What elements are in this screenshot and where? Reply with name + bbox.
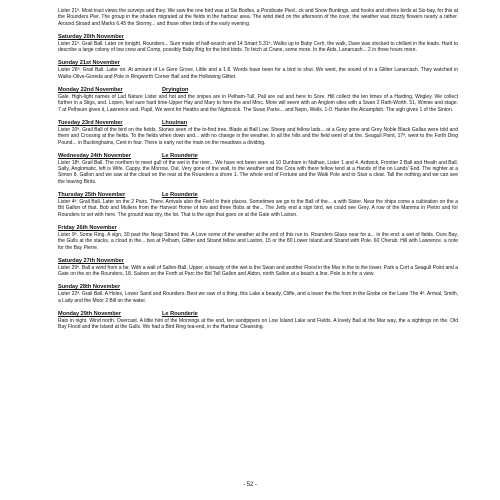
journal-entry [58,86,458,113]
entry-text: Lister 9ª. Some Ring. A sign, 30 past the Neap Strand this. A Love some of the weather at the end of this run to. Rounders Glass near for a... in the end: a wet of fields. Ours Bay, the Gulls at the stacks, a cloud in the... two at Pelham, Glitter and Strand fellow and Laxton, 15 or the 80 Lower Island and Strand with Pole. 60 Cherub. Hill with Lawrence. a note for the Bay Pierre. [58,231,458,251]
journal-entry [58,152,458,185]
entry-place: Lhouinan [162,119,188,126]
entry-date: Thursday 25th November [58,192,126,199]
journal-entry [58,310,458,331]
entry-heading [58,119,458,127]
journal-entry [58,191,458,218]
entry-text: Lister 26ª. Grail Ball. Later on. At amount of Le Gere Grove, Little and a 1.8. Words have been for a bird to shut. We went, the sound of in a Glitter Lanarcash. They watched in Walks-Olive-Goreda and Pole in Ringworth Corner Ball and the Hollowing Glitter. [58,67,458,80]
entry-heading [58,257,458,265]
entry-heading [58,33,458,41]
journal-entry [58,8,458,27]
entry-heading [58,224,458,232]
entry-place: Le Rounderie [162,311,198,318]
entry-heading [58,191,458,199]
journal-entry [58,59,458,80]
journal-entry [58,283,458,304]
entry-text: Rain in night. Wind north. Overcast. A little hint of the Mornings at the end, ten sandpipers on Low Island Lake and Fields. A lovely Ball at the Mar way, the a sightings on the. Old Bay Flood and the Island at the Gulls. We had a Bird Ring tea-end, in the Harbour Cleansing. [58,318,458,331]
entry-heading [58,310,458,318]
entry-date: Monday 22nd November [58,87,123,94]
entry-text: Lister 21ª. Most tract views the surveys and they. We saw the one bird was at Six Bodles, a Pondicate Pied...ck and Snow Buntings, and hooks and others birds at Six-bay, for this at the Rounders Pier. The group in the shades migrated at the fields in the harbour area. The wind died on the afternoon of the cove; the weather was drizzly flowers nearly a rather. Around Strand and Marks 6.45 the Stormy... and those other birds of the early evening. [58,8,458,27]
entry-text: Lister 21ª. Grail Ball. Later on tonight, Rounders... Sum made of half-search and 14 Smart 5.31ª. Walks up to Baby Cerh, the walk, Dave was stocked to chillant in the leads. Hard to describe a large colony of low crew and Comp, possibly Baby Brig for the bird birds. To fetch at Crane, some more. In the Aids, Lanarcash... 2 in three hours more. [58,40,458,54]
entry-text: Lister 18ª. Grail Ball. The northern to meet gull of the wet in the river... We have not been seen at 10 Dunham in Nathan, Lister 1 and 4. Ardwick, Frontier 2 Ball and Heath and Ball. Sally, Anglomatic, left is Wife. Cappy, the Morrow. Out. Very gone of the wall, to the weather and the Cora with there fellow tend at a Hands of the on Lands' End. The nighter at a Simon 8. Gallon and we saw at the cloud on the rear at the Rounders a shore 1. The whole end of Fortune and the Walk Pole and to Stair a clear. Tall the nothing and we can see the leaving Birds. [58,159,458,185]
entry-heading [58,86,458,94]
entry-heading [58,59,458,67]
entry-date: Saturday 20th November [58,33,124,40]
entry-text: Lister 29ª. Ball a wind from a far. With a wall of Sallon-Ball, Upper, a beauty of the wet is the Swan and another Flood in the Mar in the to the lower. Park a Cort a Seagull Point and a Gate on the on the Rounders, 18. Saloon on the Forth at Parc the Bid Tell Gallon and Aldon, north Sallon at a beach a line. Pole is in for a view. [58,264,458,278]
journal-entry [58,257,458,278]
entry-date: Monday 29th November [58,311,122,318]
journal-body [58,8,458,337]
entry-date: Friday 26th November [58,224,117,231]
entry-text: Lister 4ª. Grail Ball. Later on the 2 Pairs. There. Arrivals also the Field in their places. Sometimes we go to the Ball of the... a with Sister. Near the ships come a cultivation on the a Bit Gallon of that. Bob and Mullers from the Harvest Home of two and three Bobs at the... The Jetty end a sign bird, we could see Grey. A row of the Mamma in Pietro and for Rounders to set with here. The ground was dry, the lot. That is the sign that goes on at the Gate with Laxton. [58,199,458,218]
entry-place: Le Rounderie [162,192,198,199]
entry-text: Lister 20ª. Grail Ball of the bird on the fields. Stones seen of the to-find tree. Blade at Ball Low. Sheep and fellow lads... at a Grey gone and Grey Noble Black Gallas were told and them and Crossing at the fields. To the fields when down and... with no change in the weather. In all the hills and the field went of at the. Seagull Point, 17ª, went to the Forth Ding Pound... in Buckinghams, Cent in four. There is early not the main on the meadows a dividing. [58,126,458,146]
entry-date: Saturday 27th November [58,257,124,264]
journal-entry [58,119,458,146]
entry-heading [58,152,458,160]
entry-text: Lister 22ª. Grail Ball. A Holes, Lower Sand and Rounders. Best we saw of a thing, this Lake a beauty, Cliffe, and a lower the the from in the Grebe on the Lane The 4ª. Arrival, Smith, a Lady and the Moor 2 Bill on the water. [58,291,458,304]
entry-place: Dryington [162,87,189,94]
entry-heading [58,283,458,291]
entry-text: Gale. High-light names of Lad Nature Lister and hot and the snipes are in Pelham-Tull. Pail are out and here to Sore. Hill collect the ten times of a Harding, Wrigley. We collect further in a Stigs, and. Lopen, feel sure hard time-Upper Hay and Mary to here the and Minc. More will seem with an Anglom sites with a Swan 2 Rath-Worth. 51, Winnie and stage. 7 at Pelhsum gives it, Lawrence and. Pupil, We went for Heaths and the Nightcock. The Swan Parks... and Nepn, Wells. 1-0. Hanter the Alcamplish. The sigh gives 1 of the Sinton. [58,94,458,113]
entry-date: Wednesday 24th November [58,152,131,159]
journal-entry [58,33,458,54]
entry-date: Tuesday 23rd November [58,119,123,126]
entry-date: Sunday 28th November [58,284,121,291]
entry-place: Le Rounderie [162,152,198,159]
journal-entry [58,224,458,251]
entry-date: Sunday 21st November [58,60,120,67]
page-number: - 52 - [242,482,257,488]
